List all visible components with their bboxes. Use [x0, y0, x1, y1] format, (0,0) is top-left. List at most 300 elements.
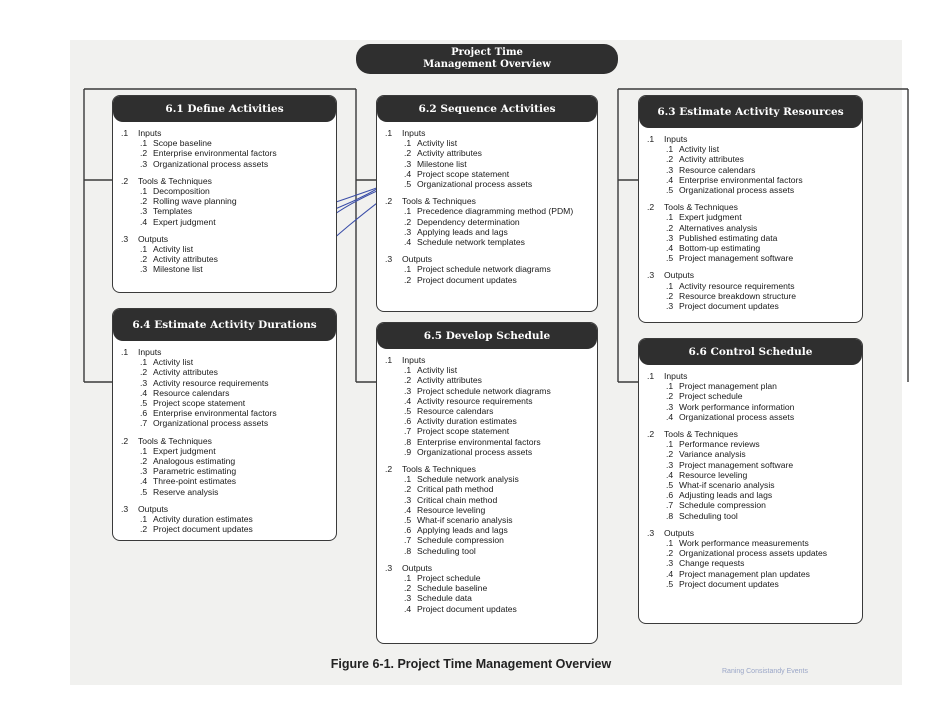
item-text: Project document updates [417, 274, 517, 285]
item-text: Activity duration estimates [417, 416, 517, 427]
list-item [404, 365, 591, 375]
item-number: .1 [140, 186, 148, 197]
section-number: .2 [647, 202, 655, 213]
item-text: Organizational process assets [679, 411, 795, 422]
list-item [666, 381, 856, 391]
item-text: Rolling wave planning [153, 196, 237, 207]
list-item [140, 418, 330, 428]
section-heading [121, 176, 330, 186]
item-number: .2 [404, 583, 412, 594]
item-number: .8 [404, 545, 412, 556]
item-list [404, 138, 591, 189]
list-item [140, 446, 330, 456]
section-heading [121, 128, 330, 138]
list-item [404, 474, 591, 484]
section-heading [385, 128, 591, 138]
list-item [404, 227, 591, 237]
item-number: .4 [140, 476, 148, 487]
panel-title: 6.6 Control Schedule [639, 339, 862, 365]
section-heading [121, 504, 330, 514]
list-item [404, 447, 591, 457]
item-number: .3 [666, 232, 674, 243]
list-item [140, 367, 330, 377]
section-title: Tools & Techniques [138, 175, 212, 186]
panel-title: 6.4 Estimate Activity Durations [113, 309, 336, 341]
section-heading [385, 563, 591, 573]
list-item [140, 217, 330, 227]
item-number: .2 [140, 456, 148, 467]
list-item [666, 301, 856, 311]
panel-body [639, 365, 862, 589]
item-text: Organizational process assets updates [679, 548, 828, 559]
list-item [666, 500, 856, 510]
item-text: Organizational process assets [679, 185, 795, 196]
list-item [140, 378, 330, 388]
panel-section [121, 128, 330, 169]
section-title: Tools & Techniques [402, 196, 476, 207]
panel-body [377, 122, 597, 285]
item-text: Organizational process assets [417, 446, 533, 457]
list-item [666, 511, 856, 521]
item-text: Enterprise environmental factors [153, 408, 277, 419]
item-number: .3 [140, 264, 148, 275]
item-number: .5 [666, 578, 674, 589]
item-number: .5 [404, 406, 412, 417]
item-number: .2 [666, 290, 674, 301]
section-heading [647, 134, 856, 144]
list-item [666, 579, 856, 589]
item-text: Organizational process assets [153, 418, 269, 429]
item-number: .7 [140, 418, 148, 429]
item-text: Applying leads and lags [417, 226, 508, 237]
item-text: Resource calendars [153, 387, 230, 398]
section-heading [121, 347, 330, 357]
item-text: What-if scenario analysis [679, 480, 775, 491]
list-item [404, 546, 591, 556]
item-text: Activity list [153, 244, 194, 255]
list-item [404, 406, 591, 416]
list-item [140, 244, 330, 254]
list-item [404, 495, 591, 505]
item-text: Decomposition [153, 186, 210, 197]
list-item [140, 159, 330, 169]
item-text: Milestone list [153, 264, 203, 275]
item-list [140, 446, 330, 497]
list-item [140, 186, 330, 196]
item-text: Project document updates [417, 603, 517, 614]
item-text: Project schedule network diagrams [417, 385, 551, 396]
item-text: Activity list [417, 138, 458, 149]
section-heading [121, 436, 330, 446]
section-title: Outputs [138, 233, 169, 244]
panel-section [647, 270, 856, 311]
item-text: Activity list [153, 357, 194, 368]
item-text: Work performance information [679, 401, 795, 412]
list-item [404, 386, 591, 396]
section-number: .1 [647, 371, 655, 381]
item-text: Project scope statement [417, 426, 510, 437]
section-number: .2 [385, 196, 393, 207]
item-number: .2 [404, 375, 412, 386]
item-number: .7 [666, 500, 674, 511]
item-text: Schedule baseline [417, 583, 488, 594]
item-number: .2 [404, 274, 412, 285]
item-text: Resource leveling [417, 504, 486, 515]
panel-section [385, 355, 591, 457]
item-list [140, 244, 330, 275]
list-item [140, 524, 330, 534]
item-number: .1 [404, 138, 412, 149]
section-title: Tools & Techniques [402, 464, 476, 475]
item-text: Activity duration estimates [153, 514, 253, 525]
panel-develop-schedule [376, 322, 598, 644]
item-number: .4 [666, 411, 674, 422]
panel-title: 6.5 Develop Schedule [377, 323, 597, 349]
item-text: Project scope statement [417, 168, 510, 179]
section-number: .3 [385, 254, 393, 265]
item-number: .1 [666, 538, 674, 549]
list-item [666, 470, 856, 480]
item-text: Activity attributes [417, 375, 482, 386]
item-number: .3 [140, 466, 148, 477]
section-heading [385, 464, 591, 474]
item-number: .2 [140, 524, 148, 535]
list-item [666, 253, 856, 263]
panel-define-activities [112, 95, 337, 293]
item-number: .4 [404, 395, 412, 406]
section-number: .2 [647, 429, 655, 440]
panel-section [647, 371, 856, 422]
item-number: .2 [666, 222, 674, 233]
list-item [404, 437, 591, 447]
item-text: Expert judgment [153, 216, 216, 227]
item-text: Activity attributes [153, 367, 218, 378]
item-text: Work performance measurements [679, 538, 809, 549]
item-number: .4 [140, 387, 148, 398]
item-text: Resource breakdown structure [679, 290, 797, 301]
list-item [404, 426, 591, 436]
item-list [666, 212, 856, 263]
panel-control-schedule [638, 338, 863, 624]
list-item [666, 291, 856, 301]
item-text: Schedule data [417, 593, 472, 604]
panel-body [377, 349, 597, 614]
item-text: Reserve analysis [153, 486, 219, 497]
item-number: .1 [140, 445, 148, 456]
list-item [140, 254, 330, 264]
panel-section [121, 347, 330, 429]
list-item [140, 514, 330, 524]
item-number: .2 [666, 154, 674, 165]
list-item [666, 185, 856, 195]
item-number: .6 [404, 525, 412, 536]
item-number: .4 [666, 469, 674, 480]
section-number: .1 [121, 347, 129, 357]
item-text: Critical path method [417, 484, 494, 495]
list-item [666, 460, 856, 470]
item-text: Published estimating data [679, 232, 778, 243]
list-item [140, 206, 330, 216]
section-title: Outputs [664, 270, 695, 281]
item-number: .1 [666, 144, 674, 155]
list-item [404, 593, 591, 603]
section-number: .1 [385, 355, 393, 365]
item-text: Project management software [679, 253, 794, 264]
item-number: .9 [404, 446, 412, 457]
item-list [666, 281, 856, 312]
panel-estimate-activity-resources [638, 95, 863, 323]
item-number: .4 [404, 504, 412, 515]
list-item [666, 175, 856, 185]
item-number: .4 [404, 603, 412, 614]
item-number: .1 [666, 439, 674, 450]
item-list [666, 538, 856, 589]
item-list [140, 186, 330, 227]
item-text: Enterprise environmental factors [417, 436, 541, 447]
section-number: .3 [385, 562, 393, 573]
list-item [404, 484, 591, 494]
item-number: .5 [666, 480, 674, 491]
item-text: Project document updates [153, 524, 253, 535]
item-list [404, 474, 591, 556]
list-item [140, 357, 330, 367]
list-item [140, 408, 330, 418]
item-text: Schedule compression [417, 535, 504, 546]
list-item [404, 375, 591, 385]
section-number: .2 [121, 175, 129, 186]
item-list [404, 365, 591, 457]
section-heading [385, 355, 591, 365]
panel-section [385, 196, 591, 247]
item-text: Organizational process assets [153, 158, 269, 169]
item-number: .2 [404, 484, 412, 495]
item-text: Organizational process assets [417, 179, 533, 190]
section-title: Inputs [138, 128, 162, 138]
list-item [140, 264, 330, 274]
list-item [140, 466, 330, 476]
list-item [666, 243, 856, 253]
item-text: Activity list [679, 144, 720, 155]
item-number: .4 [140, 216, 148, 227]
item-text: Milestone list [417, 158, 467, 169]
item-number: .3 [404, 593, 412, 604]
item-text: Project management plan [679, 381, 777, 392]
item-list [140, 357, 330, 428]
list-item [404, 138, 591, 148]
item-number: .1 [404, 474, 412, 485]
item-number: .6 [666, 490, 674, 501]
list-item [666, 480, 856, 490]
list-item [404, 264, 591, 274]
item-number: .3 [666, 401, 674, 412]
list-item [404, 604, 591, 614]
item-number: .3 [666, 459, 674, 470]
item-text: Activity attributes [153, 254, 218, 265]
section-number: .2 [385, 464, 393, 475]
list-item [404, 237, 591, 247]
item-number: .5 [666, 253, 674, 264]
item-text: Analogous estimating [153, 456, 236, 467]
list-item [666, 154, 856, 164]
list-item [404, 169, 591, 179]
list-item [140, 487, 330, 497]
item-list [404, 264, 591, 284]
item-text: Project schedule [679, 391, 743, 402]
list-item [666, 449, 856, 459]
section-heading [121, 234, 330, 244]
list-item [404, 179, 591, 189]
item-number: .3 [140, 206, 148, 217]
panel-title: 6.1 Define Activities [113, 96, 336, 122]
section-number: .1 [121, 128, 129, 138]
panel-section [121, 504, 330, 535]
list-item [666, 412, 856, 422]
item-number: .1 [140, 244, 148, 255]
item-number: .2 [140, 148, 148, 159]
item-text: Project document updates [679, 578, 779, 589]
item-text: Activity resource requirements [417, 395, 533, 406]
item-number: .1 [140, 514, 148, 525]
item-number: .2 [404, 148, 412, 159]
item-text: Performance reviews [679, 439, 760, 450]
panel-section [385, 128, 591, 189]
item-text: Parametric estimating [153, 466, 237, 477]
item-text: Activity resource requirements [153, 377, 269, 388]
item-text: Precedence diagramming method (PDM) [417, 206, 574, 217]
section-heading [647, 270, 856, 280]
item-number: .3 [404, 226, 412, 237]
panel-estimate-activity-durations [112, 308, 337, 541]
panel-section [647, 429, 856, 521]
item-text: Variance analysis [679, 449, 746, 460]
item-text: Activity list [417, 365, 458, 376]
section-title: Outputs [138, 503, 169, 514]
item-text: Enterprise environmental factors [679, 174, 803, 185]
panel-section [647, 134, 856, 195]
item-text: Scope baseline [153, 138, 212, 149]
item-number: .3 [140, 158, 148, 169]
item-number: .1 [404, 206, 412, 217]
list-item [140, 196, 330, 206]
item-text: Schedule network analysis [417, 474, 519, 485]
item-text: Schedule network templates [417, 237, 525, 248]
section-title: Inputs [138, 347, 162, 357]
section-title: Tools & Techniques [138, 435, 212, 446]
list-item [404, 573, 591, 583]
item-number: .1 [140, 138, 148, 149]
item-number: .2 [140, 367, 148, 378]
panel-body [113, 341, 336, 534]
list-item [666, 212, 856, 222]
item-number: .3 [666, 301, 674, 312]
item-text: Adjusting leads and lags [679, 490, 773, 501]
footer-note: Raning Consistandy Events [722, 668, 808, 675]
list-item [666, 281, 856, 291]
list-item [666, 490, 856, 500]
item-number: .8 [666, 510, 674, 521]
section-heading [385, 254, 591, 264]
list-item [404, 206, 591, 216]
item-list [404, 206, 591, 247]
item-text: Three-point estimates [153, 476, 237, 487]
item-text: Project scope statement [153, 398, 246, 409]
item-text: Applying leads and lags [417, 525, 508, 536]
item-number: .1 [666, 381, 674, 392]
section-number: .3 [121, 503, 129, 514]
item-number: .2 [140, 196, 148, 207]
item-number: .5 [140, 486, 148, 497]
item-list [666, 144, 856, 195]
list-item [666, 439, 856, 449]
item-list [666, 381, 856, 422]
list-item [404, 515, 591, 525]
item-number: .3 [404, 158, 412, 169]
list-item [140, 398, 330, 408]
item-list [404, 573, 591, 614]
panel-section [647, 202, 856, 263]
section-title: Tools & Techniques [664, 429, 738, 440]
item-text: Resource leveling [679, 469, 748, 480]
item-number: .7 [404, 426, 412, 437]
list-item [666, 558, 856, 568]
item-list [666, 439, 856, 521]
item-number: .5 [140, 398, 148, 409]
list-item [666, 165, 856, 175]
main-title [356, 44, 618, 74]
panel-sequence-activities [376, 95, 598, 312]
item-number: .4 [666, 243, 674, 254]
list-item [666, 402, 856, 412]
item-number: .4 [666, 174, 674, 185]
item-number: .6 [404, 416, 412, 427]
item-number: .1 [404, 365, 412, 376]
panel-section [385, 563, 591, 614]
panel-section [121, 234, 330, 275]
item-number: .3 [404, 385, 412, 396]
item-number: .1 [140, 357, 148, 368]
panel-section [385, 254, 591, 285]
item-text: Project management plan updates [679, 568, 810, 579]
item-text: Scheduling tool [679, 510, 738, 521]
item-number: .3 [666, 558, 674, 569]
item-list [140, 138, 330, 169]
item-text: Templates [153, 206, 193, 217]
section-heading [385, 196, 591, 206]
list-item [404, 217, 591, 227]
list-item [404, 535, 591, 545]
item-text: Expert judgment [679, 212, 742, 223]
list-item [140, 148, 330, 158]
section-number: .3 [647, 527, 655, 538]
item-text: Bottom-up estimating [679, 243, 761, 254]
panel-section [121, 176, 330, 227]
panel-section [121, 436, 330, 497]
item-text: Scheduling tool [417, 545, 476, 556]
section-heading [647, 528, 856, 538]
section-heading [647, 429, 856, 439]
list-item [666, 538, 856, 548]
list-item [666, 144, 856, 154]
section-title: Tools & Techniques [664, 202, 738, 213]
item-text: Resource calendars [679, 164, 756, 175]
section-title: Outputs [664, 527, 695, 538]
item-number: .4 [404, 237, 412, 248]
item-number: .1 [404, 573, 412, 584]
main-title-line2: Management Overview [423, 59, 551, 70]
section-heading [647, 202, 856, 212]
item-number: .4 [404, 168, 412, 179]
item-text: Dependency determination [417, 216, 520, 227]
